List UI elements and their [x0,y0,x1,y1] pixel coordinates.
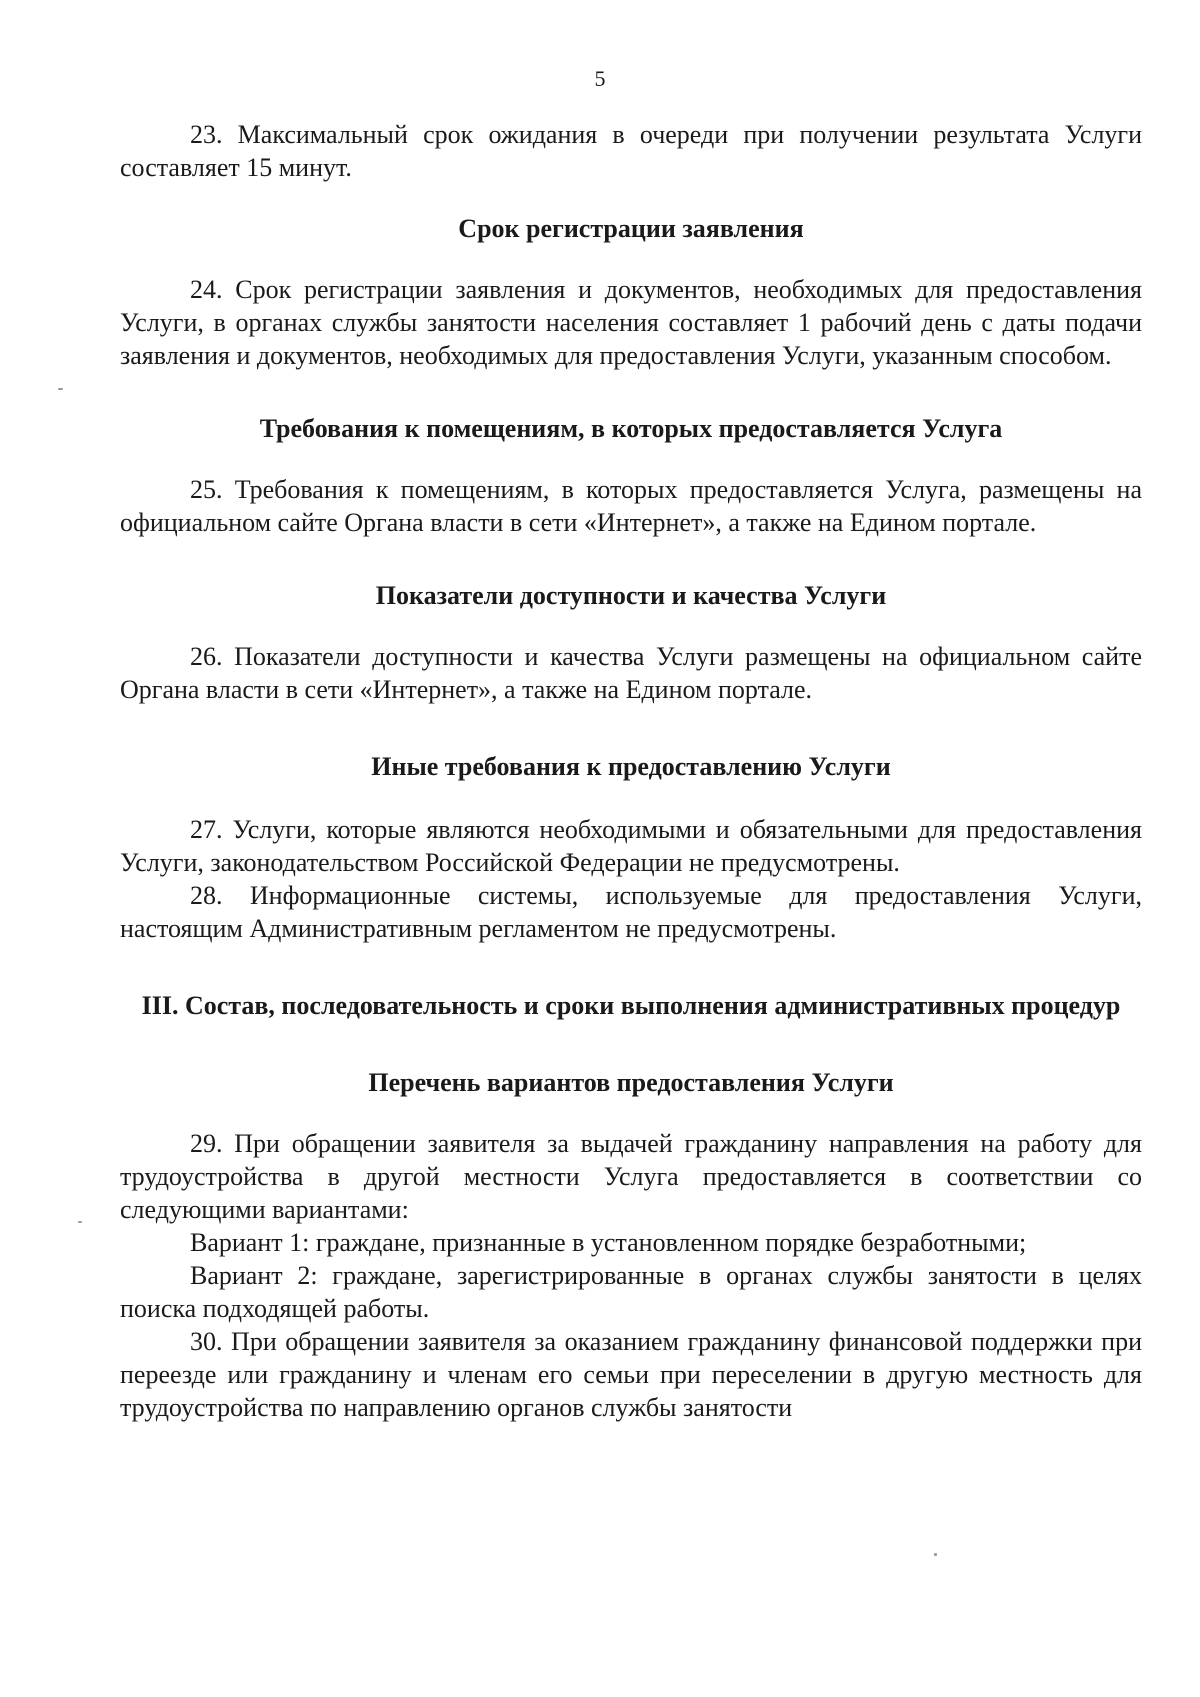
paragraph-25: 25. Требования к помещениям, в которых предоставляется Услуга, размещены на официальном сайте Органа власти в сети «Интернет», а также на Едином портале. [120,475,1142,537]
heading-accessibility-quality: Показатели доступности и качества Услуги [375,581,887,610]
paragraph-27: 27. Услуги, которые являются необходимыми и обязательными для предоставления Услуги, законодательством Российской Федерации не предусмотрены. [120,815,1142,877]
variant-2: Вариант 2: граждане, зарегистрированные в органах службы занятости в целях поиска подходящей работы. [120,1261,1142,1323]
scan-speck [934,1553,937,1556]
heading-service-variants: Перечень вариантов предоставления Услуги [368,1068,894,1097]
paragraph-26: 26. Показатели доступности и качества Услуги размещены на официальном сайте Органа власти в сети «Интернет», а также на Едином портале. [120,642,1142,704]
variant-1: Вариант 1: граждане, признанные в установленном порядке безработными; [190,1228,1027,1257]
paragraph-24: 24. Срок регистрации заявления и документов, необходимых для предоставления Услуги, в органах службы занятости населения составляет 1 рабочий день с даты подачи заявления и документов, необходимых для предоставления Услуги, указанным способом. [120,275,1142,370]
paragraph-28: 28. Информационные системы, используемые для предоставления Услуги, настоящим Административным регламентом не предусмотрены. [120,881,1142,943]
document-body [120,118,1142,1424]
paragraph-30: 30. При обращении заявителя за оказанием гражданину финансовой поддержки при переезде или гражданину и членам его семьи при переселении в другую местность для трудоустройства по направлению органов службы занятости [120,1327,1142,1422]
heading-premises-requirements: Требования к помещениям, в которых предоставляется Услуга [259,414,1003,443]
scan-speck [58,388,63,390]
heading-registration-term: Срок регистрации заявления [458,214,804,243]
page-number: 5 [594,66,606,91]
heading-other-requirements: Иные требования к предоставлению Услуги [371,752,891,781]
scan-speck [78,1221,82,1223]
paragraph-29: 29. При обращении заявителя за выдачей гражданину направления на работу для трудоустройства в другой местности Услуга предоставляется в соответствии со следующими вариантами: [120,1129,1142,1224]
paragraph-23: 23. Максимальный срок ожидания в очереди при получении результата Услуги составляет 15 минут. [120,120,1142,182]
heading-section-3: III. Состав, последовательность и сроки выполнения административных процедур [141,991,1121,1020]
